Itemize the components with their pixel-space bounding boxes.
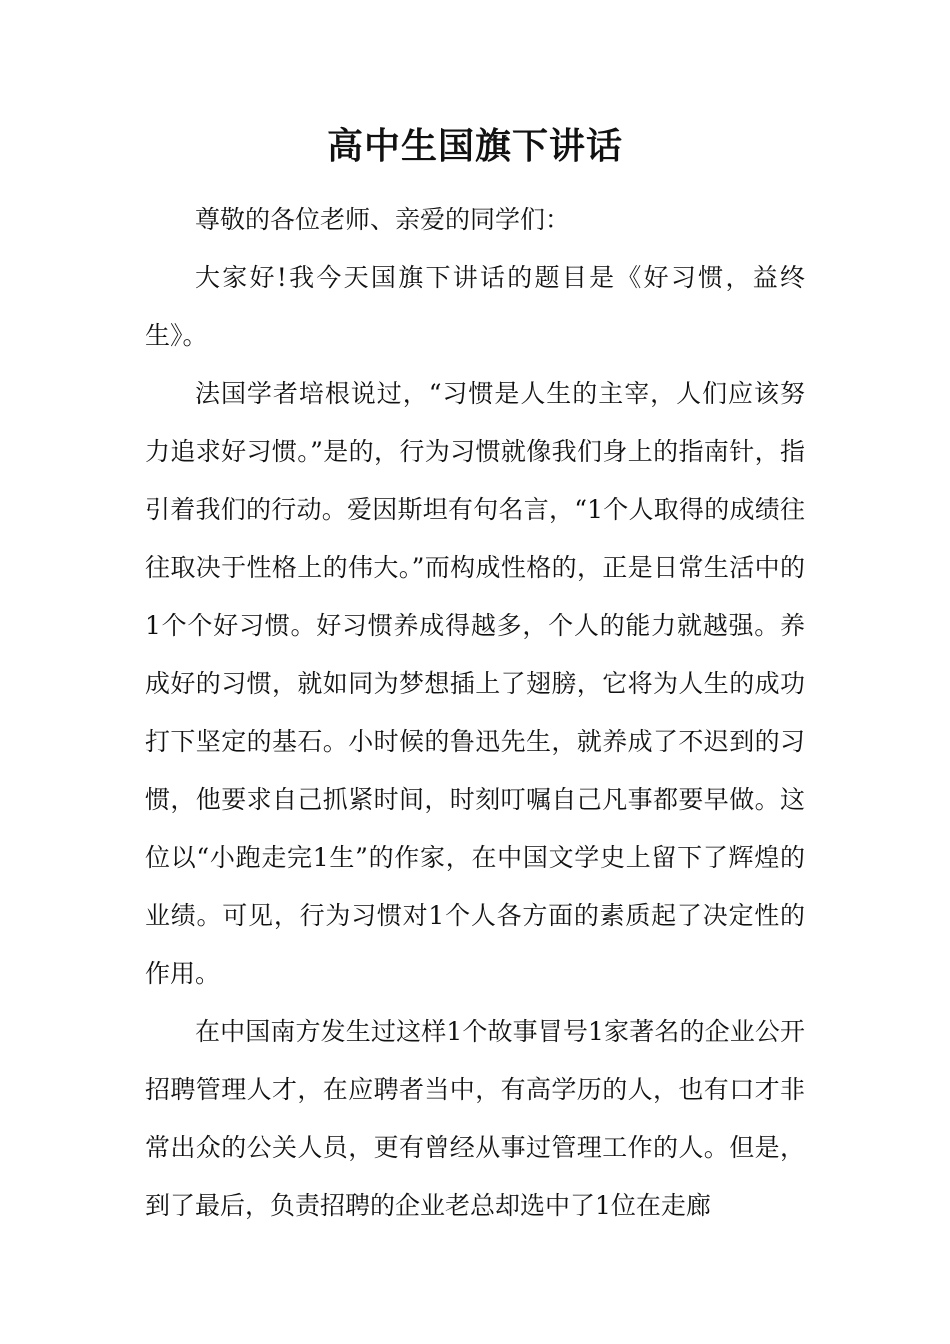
salutation-paragraph: 尊敬的各位老师、亲爱的同学们： (195, 205, 571, 234)
document-title: 高中生国旗下讲话 (326, 125, 623, 167)
greeting-paragraph: 大家好!我今天国旗下讲话的题目是《好习惯，益终生》。 (145, 263, 805, 350)
body-paragraph: 法国学者培根说过，“习惯是人生的主宰，人们应该努力追求好习惯。”是的，行为习惯就像我们身上的指南针，指引着我们的行动。爱因斯坦有句名言，“1个人取得的成绩往往取决于性格上的伟大。”而构成性格的，正是日常生活中的1个个好习惯。好习惯养成得越多，个人的能力就越强。养成好的习惯，就如同为梦想插上了翅膀，它将为人生的成功打下坚定的基石。小时候的鲁迅先生，就养成了不迟到的习惯，他要求自己抓紧时间，时刻叮嘱自己凡事都要早做。这位以“小跑走完1生”的作家，在中国文学史上留下了辉煌的业绩。可见，行为习惯对1个人各方面的素质起了决定性的作用。 (145, 379, 805, 988)
body-paragraph: 在中国南方发生过这样1个故事冒号1家著名的企业公开招聘管理人才，在应聘者当中，有高学历的人，也有口才非常出众的公关人员，更有曾经从事过管理工作的人。但是，到了最后，负责招聘的企业老总却选中了1位在走廊 (145, 1017, 805, 1220)
document-body (145, 191, 805, 1235)
